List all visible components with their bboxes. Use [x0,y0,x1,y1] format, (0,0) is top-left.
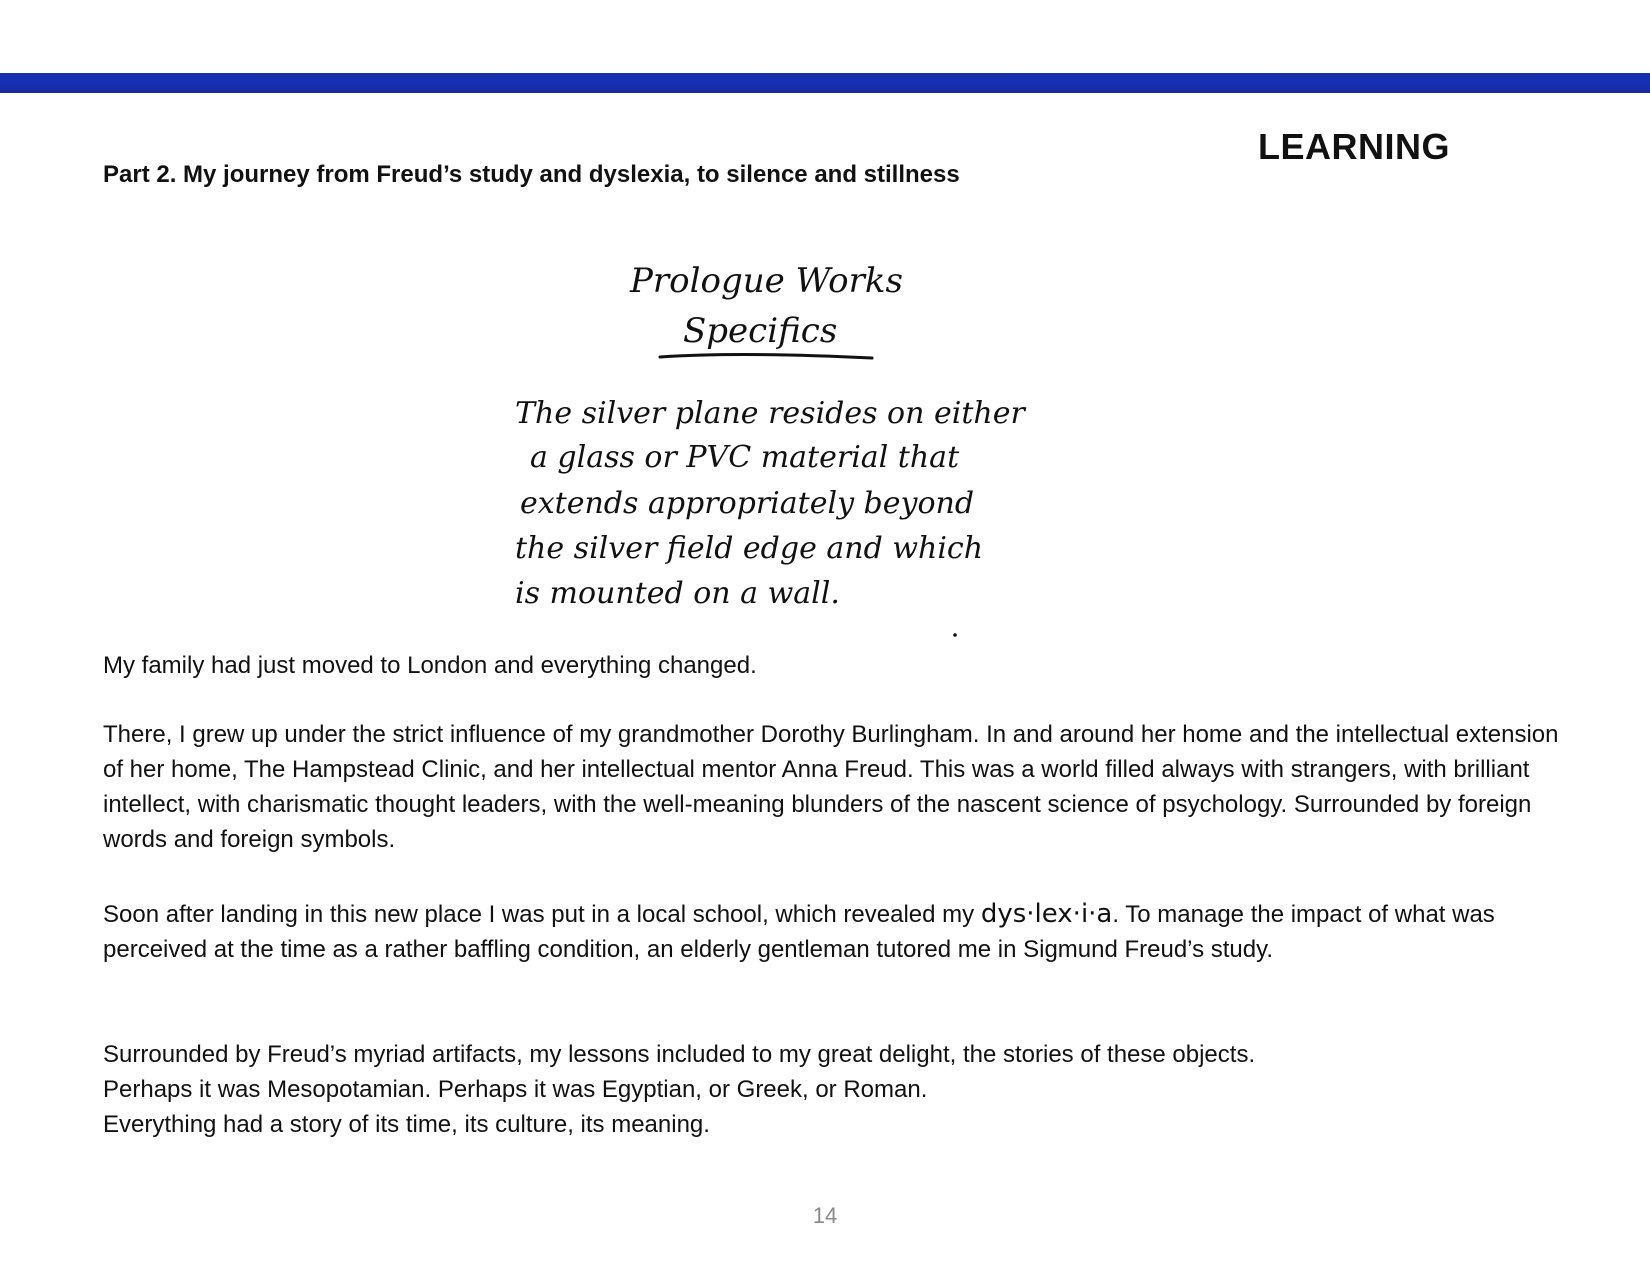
header-band [0,73,1650,93]
page-number: 14 [812,1203,838,1228]
handwritten-heading-2: Specifics [683,311,838,351]
paragraph-3 [103,897,1563,967]
paragraph-4-line-1: Surrounded by Freud’s myriad artifacts, my lessons included to my great delight, the stories of these objects. [103,1041,1256,1068]
paragraph-4 [103,1037,1563,1142]
handwritten-underline [660,354,872,358]
dyslexia-word: dys·lex·i·a [980,899,1113,929]
paragraph-4-line-2: Perhaps it was Mesopotamian. Perhaps it was Egyptian, or Greek, or Roman. [103,1076,928,1103]
paragraph-1: My family had just moved to London and everything changed. [103,652,757,679]
handwritten-line-3: extends appropriately beyond [520,486,975,521]
section-label: LEARNING [1258,126,1450,167]
handwritten-note [500,250,1120,650]
page-title: Part 2. My journey from Freud’s study and dyslexia, to silence and stillness [103,161,960,188]
paragraph-2: There, I grew up under the strict influence of my grandmother Dorothy Burlingham. In and around her home and the intellectual extension of her home, The Hampstead Clinic, and her intellectual mentor Anna Freud. This was a world filled always with strangers, with brilliant intellect, with charismatic thought leaders, with the well-meaning blunders of the nascent science of psychology. Surrounded by foreign words and foreign symbols. [103,721,1559,853]
paragraph-3-end: . To manage the impact of what was perceived at the time as a rather baffling condition, an elderly gentleman tutored me in Sigmund Freud’s study. [103,901,1495,963]
handwritten-heading-1: Prologue Works [630,261,903,301]
handwritten-line-5: is mounted on a wall. [515,576,840,611]
handwritten-line-2: a glass or PVC material that [530,440,960,475]
ink-dot [953,633,957,637]
handwritten-line-4: the silver field edge and which [515,531,984,566]
paragraph-4-line-3: Everything had a story of its time, its culture, its meaning. [103,1111,710,1138]
paragraph-3-start: Soon after landing in this new place I was put in a local school, which revealed my [103,901,981,928]
handwritten-line-1: The silver plane resides on either [515,396,1025,431]
